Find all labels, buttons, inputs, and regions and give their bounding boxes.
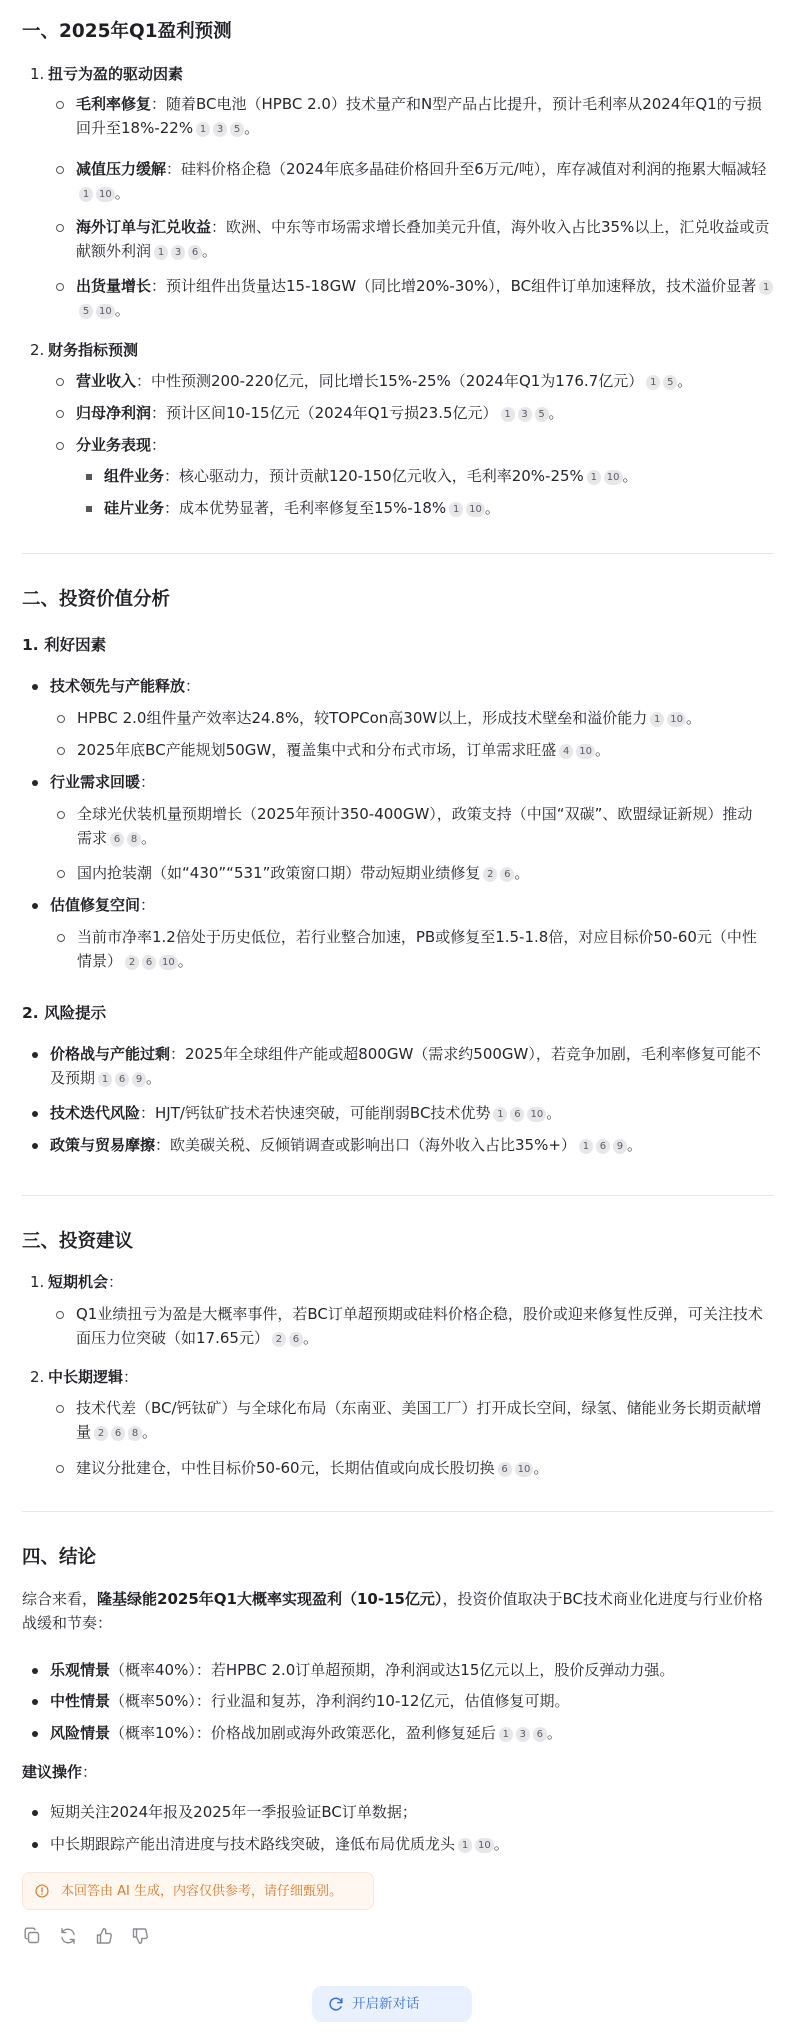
citation-badge[interactable]: 1 [154,245,168,260]
citation-badge[interactable]: 5 [79,304,93,319]
citation-badge[interactable]: 3 [171,245,185,260]
ai-disclaimer: 本回答由 AI 生成，内容仅供参考，请仔细甄别。 [22,1872,374,1910]
section-title: 三、投资建议 [22,1231,134,1252]
citation-badge[interactable]: 1 [501,407,515,422]
citation-badge[interactable]: 2 [125,955,139,970]
citation-badge[interactable]: 1 [587,470,601,485]
section-title: 一、2025年Q1盈利预测 [22,21,232,42]
list-heading: 1. 扭亏为盈的驱动因素 [30,65,184,83]
list-item: 营业收入：中性预测200-220亿元，同比增长15%-25%（2024年Q1为176.7亿元） 1 5 。 [76,369,776,393]
list-item: 全球光伏装机量预期增长（2025年预计350-400GW），政策支持（中国“双碳”、欧盟绿证新规）推动需求 6 8 。 [77,802,767,851]
list-item: 国内抢装潮（如“430”“531”政策窗口期）带动短期业绩修复 2 6 。 [77,861,767,885]
section-q1-forecast [22,20,774,517]
citation-badge[interactable]: 8 [127,832,141,847]
list-item: 中长期跟踪产能出清进度与技术路线突破，逢低布局优质龙头 1 10 。 [50,1832,770,1856]
list-item: 归母净利润：预计区间10-15亿元（2024年Q1亏损23.5亿元） 1 3 5 。 [76,401,776,425]
warning-circle-icon [35,1884,49,1898]
citation-badge[interactable]: 6 [110,832,124,847]
list-item: 减值压力缓解：硅料价格企稳（2024年底多晶硅价格回升至6万元/吨），库存减值对利润的拖累大幅减轻1 10 。 [76,157,776,206]
section-conclusion [22,1546,774,1853]
citation-badge[interactable]: 1 [79,187,93,202]
citation-badge[interactable]: 1 [98,1072,112,1087]
list-item: 技术代差（BC/钙钛矿）与全球化布局（东南亚、美国工厂）打开成长空间，绿氢、储能业务长期贡献增量 2 6 8 。 [76,1396,776,1445]
citation-badge[interactable]: 10 [159,955,178,970]
list-item: 估值修复空间： [50,893,762,917]
divider [22,1195,774,1196]
list-item: 风险情景（概率10%）：价格战加剧或海外政策恶化，盈利修复延后 1 3 6 。 [50,1721,770,1745]
list-heading: 1. 短期机会： [30,1273,124,1291]
citation-badge[interactable]: 2 [94,1426,108,1441]
list-item: 乐观情景（概率40%）：若HPBC 2.0订单超预期，净利润或达15亿元以上，股价反弹动力强。 [50,1658,770,1682]
citation-badge[interactable]: 8 [128,1426,142,1441]
new-chat-icon [328,1996,344,2012]
citation-badge[interactable]: 1 [449,502,463,517]
regenerate-icon[interactable] [58,1926,78,1946]
citation-badge[interactable]: 10 [515,1462,534,1477]
citation-badge[interactable]: 6 [188,245,202,260]
list-item: 行业需求回暖： [50,770,762,794]
citation-badge[interactable]: 10 [475,1838,494,1853]
divider [22,1511,774,1512]
list-item: 2025年底BC产能规划50GW，覆盖集中式和分布式市场，订单需求旺盛 4 10 。 [77,738,767,762]
list-item: 价格战与产能过剩：2025年全球组件产能或超800GW（需求约500GW），若竞争加剧，毛利率修复可能不及预期 1 6 9 。 [50,1042,770,1091]
list-item: Q1业绩扭亏为盈是大概率事件，若BC订单超预期或硅料价格企稳，股价或迎来修复性反弹，可关注技术面压力位突破（如17.65元） 2 6 。 [76,1302,776,1351]
section-investment-value [22,588,774,1154]
list-item: 组件业务：核心驱动力，预计贡献120-150亿元收入，毛利率20%-25% 1 10 。 [104,464,774,488]
citation-badge[interactable]: 6 [510,1107,524,1122]
list-item: 短期关注2024年报及2025年一季报验证BC订单数据； [50,1800,770,1824]
conclusion-intro: 综合来看，隆基绿能2025年Q1大概率实现盈利（10-15亿元），投资价值取决于BC技术商业化进度与行业价格战缓和节奏： [22,1590,763,1633]
citation-badge[interactable]: 1 [196,122,210,137]
citation-badge[interactable]: 10 [96,187,115,202]
citation-badge[interactable]: 10 [576,744,595,759]
thumbs-up-icon[interactable] [94,1926,114,1946]
list-item: 技术领先与产能释放： [50,674,762,698]
list-item: 中性情景（概率50%）：行业温和复苏，净利润约10-12亿元，估值修复可期。 [50,1689,770,1713]
list-heading: 2. 财务指标预测 [30,341,139,359]
citation-badge[interactable]: 9 [613,1139,627,1154]
citation-badge[interactable]: 1 [493,1107,507,1122]
citation-badge[interactable]: 6 [115,1072,129,1087]
citation-badge[interactable]: 2 [483,867,497,882]
citation-badge[interactable]: 10 [604,470,623,485]
list-item: HPBC 2.0组件量产效率达24.8%，较TOPCon高30W以上，形成技术壁垒和溢价能力 1 10 。 [77,706,767,730]
citation-badge[interactable]: 6 [596,1139,610,1154]
citation-badge[interactable]: 5 [535,407,549,422]
citation-badge[interactable]: 1 [579,1139,593,1154]
citation-badge[interactable]: 10 [466,502,485,517]
citation-badge[interactable]: 6 [289,1332,303,1347]
section-title: 二、投资价值分析 [22,589,171,610]
citation-badge[interactable]: 6 [142,955,156,970]
citation-badge[interactable]: 1 [499,1727,513,1742]
list-item: 硅片业务：成本优势显著，毛利率修复至15%-18% 1 10 。 [104,496,774,520]
list-item: 当前市净率1.2倍处于历史低位，若行业整合加速，PB或修复至1.5-1.8倍，对应目标价50-60元（中性情景） 2 6 10 。 [77,925,767,974]
citation-badge[interactable]: 10 [667,712,686,727]
citation-badge[interactable]: 3 [518,407,532,422]
citation-badge[interactable]: 3 [516,1727,530,1742]
citation-badge[interactable]: 9 [132,1072,146,1087]
list-heading: 2. 中长期逻辑： [30,1368,139,1386]
copy-icon[interactable] [22,1926,42,1946]
citation-badge[interactable]: 10 [527,1107,546,1122]
citation-badge[interactable]: 6 [111,1426,125,1441]
citation-badge[interactable]: 10 [96,304,115,319]
citation-badge[interactable]: 5 [663,375,677,390]
list-item: 建议分批建仓，中性目标价50-60元，长期估值或向成长股切换 6 10 。 [76,1456,776,1480]
section-title: 四、结论 [22,1547,97,1568]
list-item: 政策与贸易摩擦：欧美碳关税、反倾销调查或影响出口（海外收入占比35%+） 1 6 9 。 [50,1133,770,1157]
subsection-title: 1. 利好因素 [22,636,107,654]
citation-badge[interactable]: 3 [213,122,227,137]
citation-badge[interactable]: 6 [533,1727,547,1742]
subsection-title: 2. 风险提示 [22,1004,107,1022]
ops-heading: 建议操作： [22,1763,98,1781]
section-investment-advice [22,1230,774,1477]
citation-badge[interactable]: 6 [498,1462,512,1477]
divider [22,553,774,554]
citation-badge[interactable]: 1 [759,280,773,295]
list-item: 海外订单与汇兑收益：欧洲、中东等市场需求增长叠加美元升值，海外收入占比35%以上，汇兑收益或贡献额外利润 1 3 6 。 [76,215,776,264]
citation-badge[interactable]: 1 [650,712,664,727]
citation-badge[interactable]: 2 [272,1332,286,1347]
citation-badge[interactable]: 1 [646,375,660,390]
thumbs-down-icon[interactable] [130,1926,150,1946]
citation-badge[interactable]: 5 [230,122,244,137]
citation-badge[interactable]: 6 [500,867,514,882]
citation-badge[interactable]: 1 [458,1838,472,1853]
list-item: 技术迭代风险：HJT/钙钛矿技术若快速突破，可能削弱BC技术优势 1 6 10 。 [50,1101,770,1125]
list-item: 分业务表现： [76,433,776,457]
list-item: 出货量增长：预计组件出货量达15-18GW（同比增20%-30%），BC组件订单加速释放，技术溢价显著 15 10 。 [76,274,776,323]
list-item: 毛利率修复：随着BC电池（HPBC 2.0）技术量产和N型产品占比提升，预计毛利率从2024年Q1的亏损回升至18%-22% 1 3 5 。 [76,92,776,141]
citation-badge[interactable]: 4 [559,744,573,759]
new-chat-button[interactable]: 开启新对话 [312,1986,472,2022]
